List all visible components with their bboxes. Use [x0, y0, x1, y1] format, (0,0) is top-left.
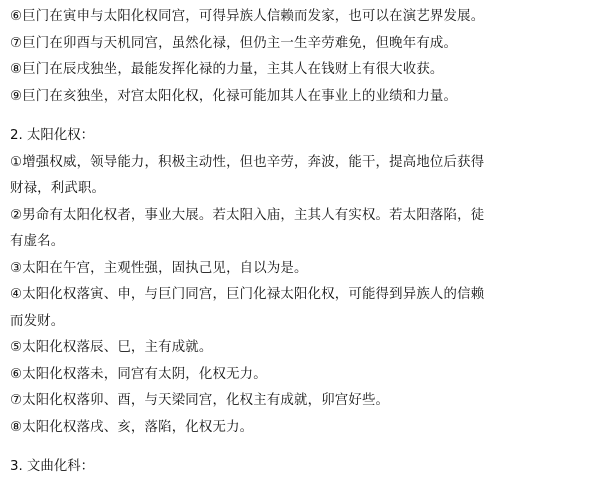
item-line: ⑤太阳化权落辰、巳，主有成就。 [10, 340, 213, 355]
item-line-continued: 财禄，利武职。 [10, 181, 106, 196]
numbered-item [10, 256, 588, 283]
numbered-item [10, 335, 588, 362]
item-line: ⑧巨门在辰戌独坐，最能发挥化禄的力量，主其人在钱财上有很大收获。 [10, 62, 444, 77]
section-heading [10, 123, 588, 150]
numbered-item [10, 150, 588, 203]
document-body [10, 4, 588, 481]
heading-line: 3. 文曲化科： [10, 459, 94, 474]
item-line: ⑥太阳化权落未，同宫有太阴，化权无力。 [10, 366, 267, 382]
item-line: ①增强权威，领导能力，积极主动性，但也辛劳，奔波，能干，提高地位后获得 [10, 154, 485, 170]
numbered-item [10, 84, 588, 111]
numbered-item [10, 415, 588, 442]
item-line: ⑧太阳化权落戌、亥，落陷，化权无力。 [10, 419, 254, 435]
item-line-continued: 而发财。 [10, 313, 65, 329]
item-line: ③太阳在午宫，主观性强，固执己见，自以为是。 [10, 260, 308, 276]
paragraph-spacer [10, 441, 588, 454]
numbered-item [10, 282, 588, 335]
item-line-continued: 有虚名。 [10, 234, 65, 249]
item-line: ②男命有太阳化权者，事业大展。若太阳入庙，主其人有实权。若太阳落陷，徒 [10, 207, 485, 223]
item-line: ⑥巨门在寅申与太阳化权同宫，可得异族人信赖而发家，也可以在演艺界发展。 [10, 9, 485, 24]
paragraph-spacer [10, 110, 588, 123]
numbered-item [10, 4, 588, 31]
item-line: ⑨巨门在亥独坐，对宫太阳化权，化禄可能加其人在事业上的业绩和力量。 [10, 88, 458, 104]
heading-line: 2. 太阳化权： [10, 128, 94, 143]
item-line: ⑦巨门在卯酉与天机同宫，虽然化禄，但仍主一生辛劳难免，但晚年有成。 [10, 35, 458, 51]
numbered-item [10, 31, 588, 58]
numbered-item [10, 203, 588, 256]
item-line: ④太阳化权落寅、申，与巨门同宫，巨门化禄太阳化权，可能得到异族人的信赖 [10, 287, 485, 302]
numbered-item [10, 57, 588, 84]
numbered-item [10, 362, 588, 389]
section-heading [10, 454, 588, 481]
item-line: ⑦太阳化权落卯、酉，与天梁同宫，化权主有成就，卯宫好些。 [10, 393, 390, 408]
numbered-item [10, 388, 588, 415]
